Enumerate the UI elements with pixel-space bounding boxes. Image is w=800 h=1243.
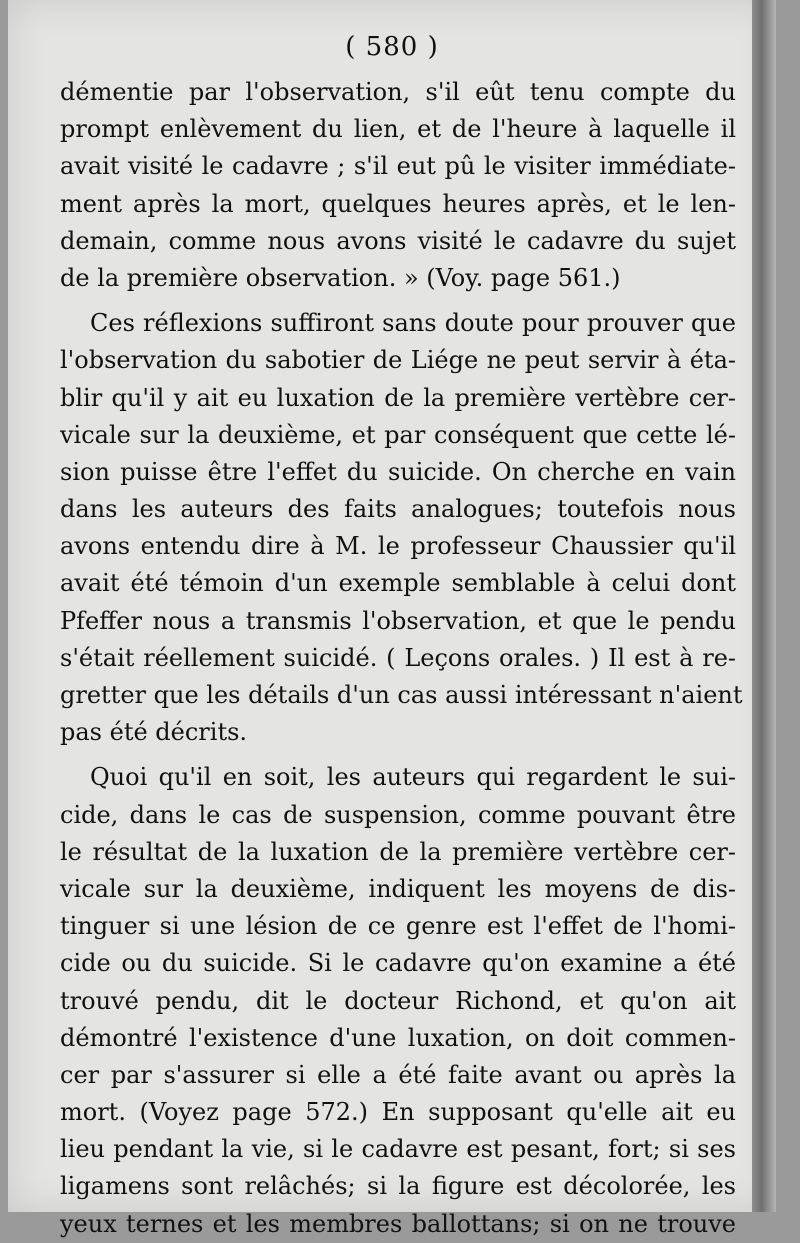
text-line: démentie par l'observation, s'il eût tenu compte du xyxy=(60,78,736,106)
text-line: démontré l'existence d'une luxation, on doit commen- xyxy=(60,1023,736,1052)
book-page xyxy=(8,0,776,1238)
paragraph-3 xyxy=(60,759,736,1242)
text-line: s'était réellement suicidé. ( Leçons orales. ) Il est à re- xyxy=(60,643,736,672)
text-line: l'observation du sabotier de Liége ne peut servir à éta- xyxy=(60,346,736,375)
text-line: cer par s'assurer si elle a été faite avant ou après la xyxy=(60,1060,736,1089)
text-line: pas été décrits. xyxy=(60,718,248,747)
text-line: le résultat de la luxation de la première vertèbre cer- xyxy=(60,837,736,866)
text-line: cide ou du suicide. Si le cadavre qu'on examine a été xyxy=(60,949,736,978)
body-text xyxy=(60,74,743,1243)
text-line: mort. (Voyez page 572.) En supposant qu'elle ait eu xyxy=(60,1098,736,1127)
text-line: blir qu'il y ait eu luxation de la première vertèbre cer- xyxy=(60,383,736,412)
text-line: avait visité le cadavre ; s'il eut pû le visiter immédiate- xyxy=(60,152,736,181)
paragraph-2 xyxy=(60,305,743,751)
text-line: yeux ternes et les membres ballottans; si on ne trouve xyxy=(60,1209,736,1238)
text-line: vicale sur la deuxième, indiquent les moyens de dis- xyxy=(60,874,736,903)
text-line: vicale sur la deuxième, et par conséquent que cette lé- xyxy=(60,420,736,449)
text-line: lieu pendant la vie, si le cadavre est pesant, fort; si ses xyxy=(60,1135,736,1164)
text-line: avons entendu dire à M. le professeur Chaussier qu'il xyxy=(60,532,736,561)
text-line: ment après la mort, quelques heures après, et le len- xyxy=(60,189,736,218)
page-number: ( 580 ) xyxy=(345,32,439,62)
text-line: tinguer si une lésion de ce genre est l'effet de l'homi- xyxy=(60,912,736,941)
text-line: dans les auteurs des faits analogues; toutefois nous xyxy=(60,495,736,524)
text-line: Quoi qu'il en soit, les auteurs qui regardent le sui- xyxy=(90,763,736,792)
text-line: prompt enlèvement du lien, et de l'heure à laquelle il xyxy=(60,115,736,144)
text-line: gretter que les détails d'un cas aussi intéressant n'aient xyxy=(60,681,743,709)
text-line: sion puisse être l'effet du suicide. On cherche en vain xyxy=(60,457,736,486)
page-edge xyxy=(752,0,776,1212)
text-line: demain, comme nous avons visité le cadavre du sujet xyxy=(60,226,736,255)
text-line: Ces réflexions suffiront sans doute pour prouver que xyxy=(90,309,736,338)
text-line: de la première observation. » (Voy. page 561.) xyxy=(60,263,621,292)
text-line: trouvé pendu, dit le docteur Richond, et qu'on ait xyxy=(60,986,736,1015)
text-line: Pfeffer nous a transmis l'observation, et que le pendu xyxy=(60,606,736,635)
text-line: ligamens sont relâchés; si la figure est décolorée, les xyxy=(60,1172,736,1201)
text-line: cide, dans le cas de suspension, comme pouvant être xyxy=(60,800,736,829)
text-line: avait été témoin d'un exemple semblable à celui dont xyxy=(60,569,736,598)
paragraph-1 xyxy=(60,74,736,297)
